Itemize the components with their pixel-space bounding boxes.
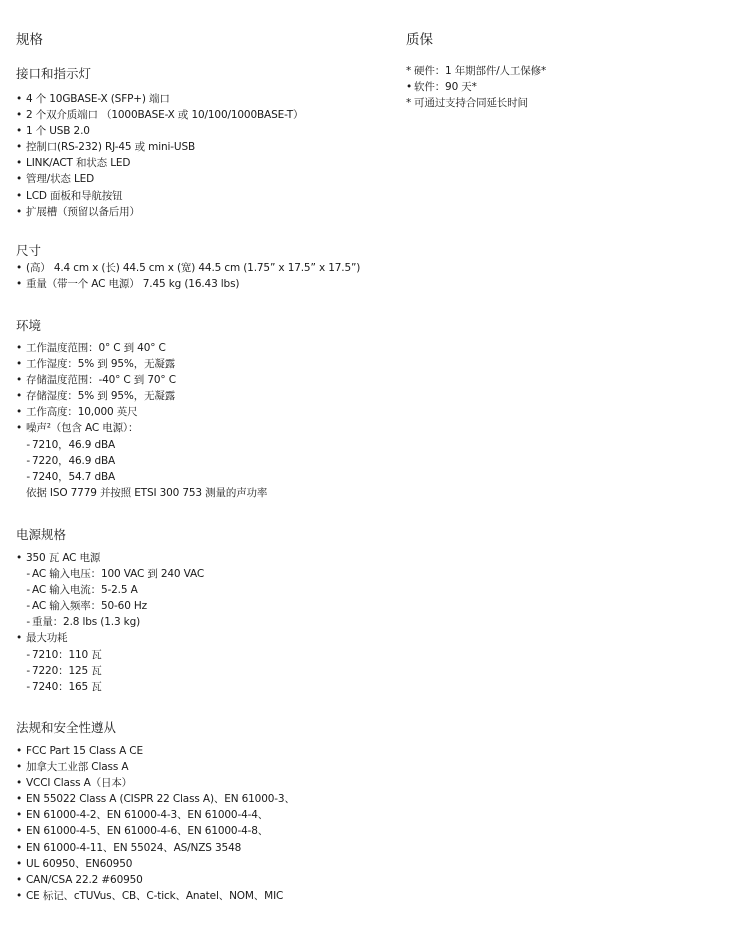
asterisk-icon: * [406,65,412,77]
power-list [16,550,204,695]
list-item: • EN 61000-4-5、EN 61000-4-6、EN 61000-4-8、 [16,823,295,839]
list-item: * 可通过支持合同延长时间 [406,95,546,111]
noise-note: 依据 ISO 7779 并按照 ETSI 300 753 测量的声功率 [26,486,268,499]
list-subitem: - 7240：165 瓦 [16,679,204,695]
list-item: • 软件：90 天* [406,79,546,95]
bullet-icon: • [16,157,23,170]
list-item: • 控制口(RS-232) RJ-45 或 mini-USB [16,139,303,155]
list-item: • 噪声²（包含 AC 电源）： [16,420,267,436]
compliance-heading: 法规和安全性遵从 [16,720,117,735]
list-item: • 1 个 USB 2.0 [16,123,303,139]
dash-icon: - [26,648,30,661]
list-item: • 工作高度：10,000 英尺 [16,404,267,420]
list-item: • 扩展槽（预留以备后用） [16,204,303,220]
bullet-icon: • [16,278,23,291]
bullet-icon: • [16,873,23,886]
list-item: • CE 标记、cTUVus、CB、C-tick、Anatel、NOM、MIC [16,888,295,904]
list-item: • EN 55022 Class A (CISPR 22 Class A)、EN 61000-3、 [16,791,295,807]
list-item: • (高） 4.4 cm x (长) 44.5 cm x (宽) 44.5 cm (1.75” x 17.5” x 17.5”) [16,260,360,276]
list-subitem: - AC 输入频率：50-60 Hz [16,598,204,614]
bullet-icon: • [16,109,23,122]
bullet-icon: • [16,632,23,645]
list-item: • 2 个双介质端口 （1000BASE-X 或 10/100/1000BASE-T） [16,107,303,123]
list-subitem: - 7240，54.7 dBA [16,469,267,485]
list-item: • 存储湿度：5% 到 95%，无凝露 [16,388,267,404]
list-item: • LINK/ACT 和状态 LED [16,155,303,171]
bullet-icon: • [16,777,23,790]
list-item: • EN 61000-4-11、EN 55024、AS/NZS 3548 [16,840,295,856]
list-item: • CAN/CSA 22.2 #60950 [16,872,295,888]
bullet-icon: • [16,422,23,435]
bullet-icon: • [16,552,23,564]
list-subitem: - 重量：2.8 lbs (1.3 kg) [16,614,204,630]
list-item: • EN 61000-4-2、EN 61000-4-3、EN 61000-4-4、 [16,807,295,823]
dimensions-heading: 尺寸 [16,243,42,258]
list-item: • FCC Part 15 Class A CE [16,743,295,759]
bullet-icon: • [16,809,23,822]
bullet-icon: • [16,406,23,419]
list-item: • 重量（带一个 AC 电源） 7.45 kg (16.43 lbs) [16,276,360,292]
bullet-icon: • [16,793,23,806]
bullet-icon: • [16,342,23,354]
list-subitem: - AC 输入电流：5-2.5 A [16,582,204,598]
bullet-icon: • [16,761,23,774]
bullet-icon: • [16,173,23,186]
environment-heading: 环境 [16,318,42,333]
bullet-icon: • [16,857,23,870]
list-subitem: - AC 输入电压：100 VAC 到 240 VAC [16,566,204,582]
dimensions-list [16,260,360,292]
list-subitem: - 7220，46.9 dBA [16,453,267,469]
bullet-icon: • [16,889,23,902]
dash-icon: - [26,568,30,581]
power-heading: 电源规格 [16,527,67,542]
warranty-list [406,63,546,111]
list-item: • 工作温度范围：0° C 到 40° C [16,340,267,356]
bullet-icon: • [16,841,23,854]
list-item: • 4 个 10GBASE-X (SFP+) 端口 [16,91,303,107]
compliance-list [16,743,295,904]
dash-icon: - [26,454,30,467]
bullet-icon: • [16,825,23,838]
bullet-icon: • [16,745,23,757]
list-item: • 350 瓦 AC 电源 [16,550,204,566]
interfaces-heading: 接口和指示灯 [16,66,92,81]
interfaces-list [16,91,303,220]
bullet-icon: • [16,262,23,274]
list-subitem: - 7210，46.9 dBA [16,437,267,453]
list-item: • 工作湿度：5% 到 95%，无凝露 [16,356,267,372]
bullet-icon: • [16,374,23,387]
bullet-icon: • [16,205,23,218]
list-item: • 最大功耗 [16,630,204,646]
dash-icon: - [26,470,30,483]
asterisk-icon: * [406,97,412,110]
specs-title: 规格 [16,32,43,48]
bullet-icon: • [16,141,23,154]
bullet-icon: • [16,125,23,138]
bullet-icon: • [16,93,23,105]
dash-icon: - [26,600,30,613]
list-item: • 存储温度范围：-40° C 到 70° C [16,372,267,388]
environment-list [16,340,267,501]
list-subitem: - 7210：110 瓦 [16,647,204,663]
dash-icon: - [26,680,30,693]
dash-icon: - [26,438,30,451]
bullet-icon: • [16,189,23,202]
list-item: • UL 60950、EN60950 [16,856,295,872]
bullet-icon: • [16,358,23,371]
list-item: • LCD 面板和导航按钮 [16,188,303,204]
list-item: • 加拿大工业部 Class A [16,759,295,775]
list-item: • 管理/状态 LED [16,171,303,187]
dash-icon: - [26,616,30,629]
list-item: • VCCI Class A（日本） [16,775,295,791]
bullet-icon: • [406,81,413,94]
dash-icon: - [26,584,30,597]
list-subitem: - 7220：125 瓦 [16,663,204,679]
dash-icon: - [26,664,30,677]
list-item: * 硬件：1 年期部件/人工保修* [406,63,546,79]
bullet-icon: • [16,390,23,403]
warranty-title: 质保 [406,32,433,48]
